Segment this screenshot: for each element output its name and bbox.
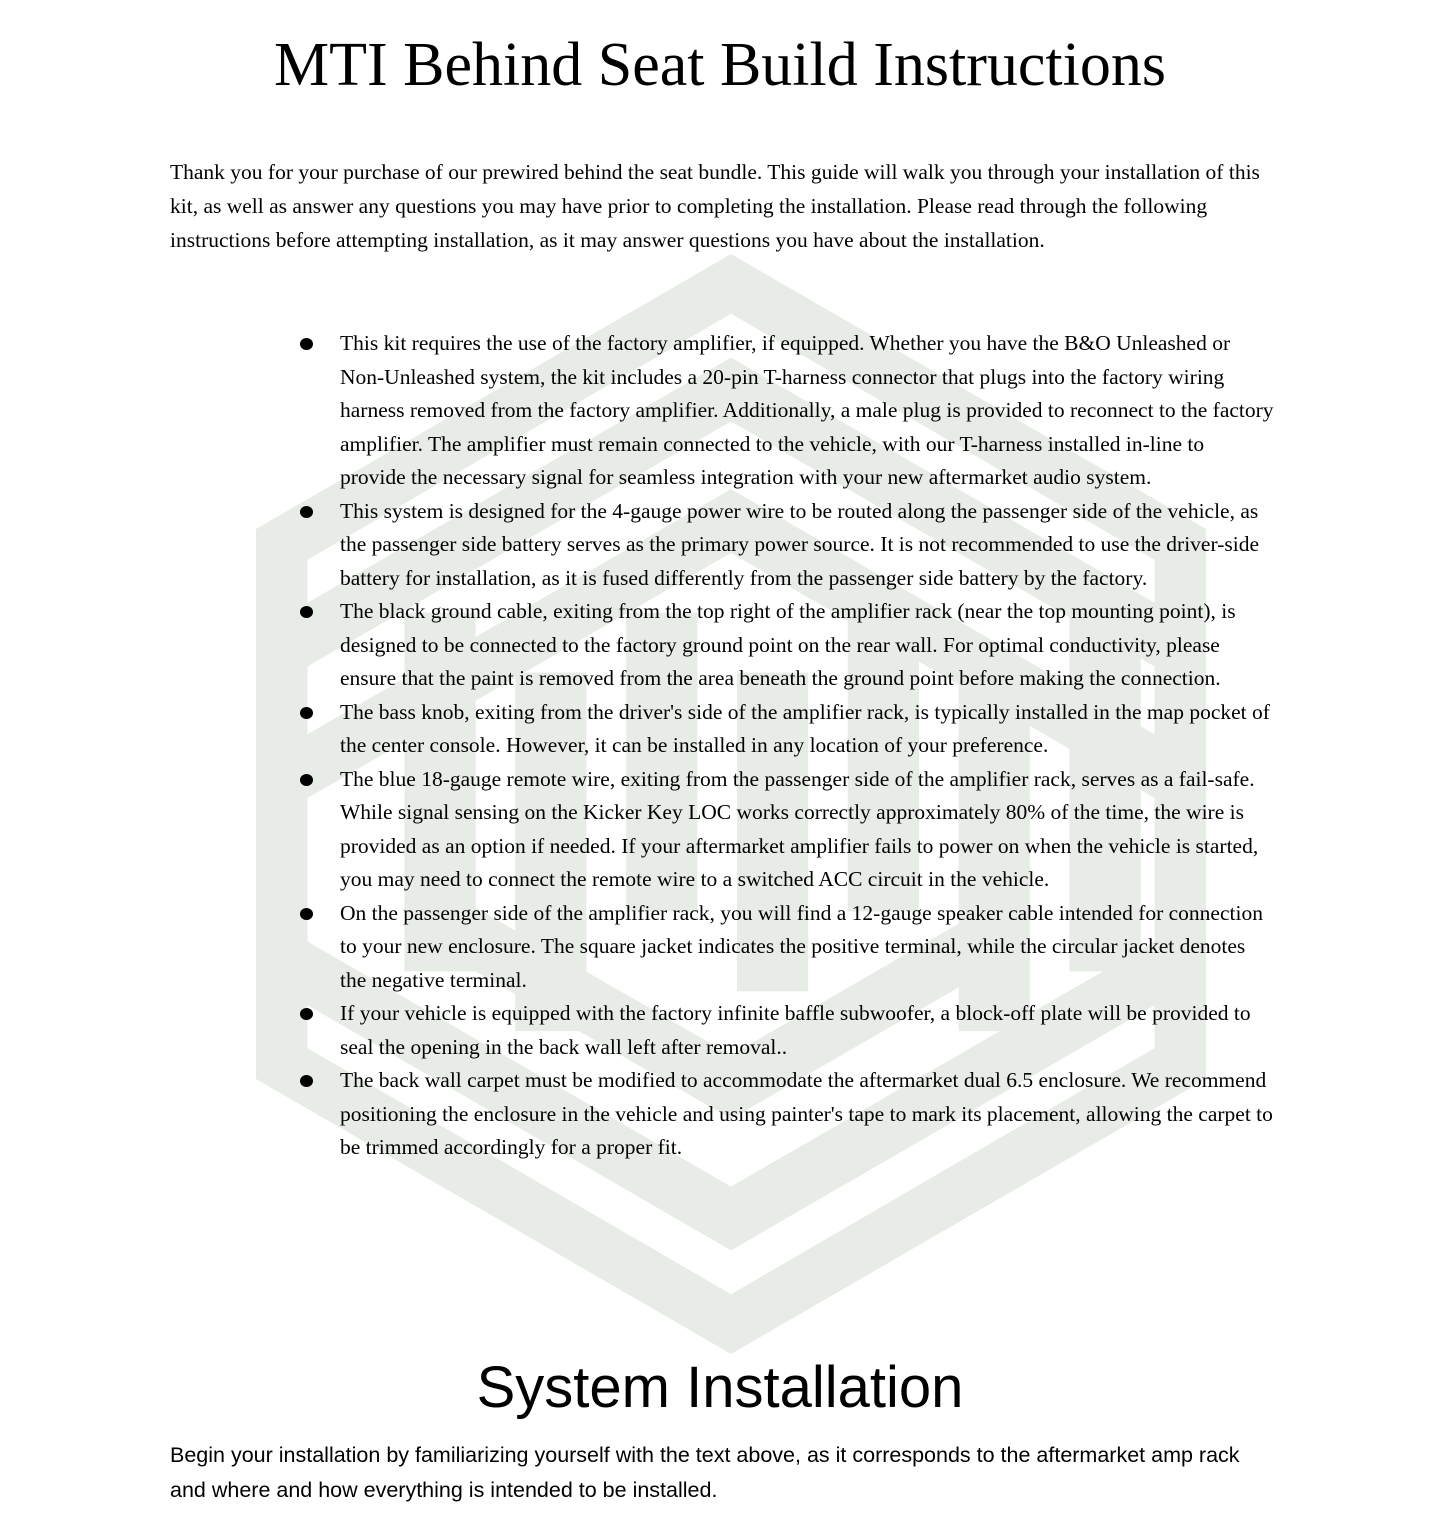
bullet-icon [300, 506, 313, 518]
instruction-item [340, 495, 1275, 596]
instruction-text: This kit requires the use of the factory amplifier, if equipped. Whether you have the B&O Unleashed or Non-Unleashed system, the kit includes a 20-pin T-harness connector that plugs into the factory wiring harness removed from the factory amplifier. Additionally, a male plug is provided to reconnect to the factory amplifier. The amplifier must remain connected to the vehicle, with our T-harness installed in-line to provide the necessary signal for seamless integration with your new aftermarket audio system. [340, 331, 1274, 489]
bullet-icon [300, 707, 313, 719]
bullet-icon [300, 338, 313, 350]
instruction-item [340, 595, 1275, 696]
instruction-text: The black ground cable, exiting from the top right of the amplifier rack (near the top mounting point), is designed to be connected to the factory ground point on the rear wall. For optimal conductivity, please ensure that the paint is removed from the area beneath the ground point before making the connection. [340, 599, 1236, 690]
instruction-item [340, 696, 1275, 763]
instruction-item [340, 327, 1275, 495]
instruction-item [340, 1064, 1275, 1165]
instruction-text: The back wall carpet must be modified to accommodate the aftermarket dual 6.5 enclosure. We recommend positioning the enclosure in the vehicle and using painter's tape to mark its placement, allowing the carpet to be trimmed accordingly for a proper fit. [340, 1068, 1273, 1159]
instruction-item [340, 897, 1275, 998]
closing-paragraph: Begin your installation by familiarizing yourself with the text above, as it corresponds to the aftermarket amp rack and where and how everything is intended to be installed. [170, 1443, 1240, 1502]
bullet-icon [300, 774, 313, 786]
bullet-icon [300, 1008, 313, 1020]
instruction-list [340, 327, 1275, 1165]
instruction-text: The blue 18-gauge remote wire, exiting from the passenger side of the amplifier rack, serves as a fail-safe. While signal sensing on the Kicker Key LOC works correctly approximately 80% of the time, the wire is provided as an option if needed. If your aftermarket amplifier fails to power on when the vehicle is started, you may need to connect the remote wire to a switched ACC circuit in the vehicle. [340, 766, 1259, 891]
intro-paragraph: Thank you for your purchase of our prewired behind the seat bundle. This guide will walk you through your installation of this kit, as well as answer any questions you may have prior to completing the installation. Please read through the following instructions before attempting installation, as it may answer questions you have about the installation. [170, 160, 1260, 252]
instruction-text: If your vehicle is equipped with the factory infinite baffle subwoofer, a block-off plate will be provided to seal the opening in the back wall left after removal.. [340, 1001, 1251, 1059]
bullet-icon [300, 606, 313, 618]
section-heading: System Installation [476, 1355, 964, 1420]
instruction-text: On the passenger side of the amplifier rack, you will find a 12-gauge speaker cable intended for connection to your new enclosure. The square jacket indicates the positive terminal, while the circular jacket denotes the negative terminal. [340, 900, 1263, 992]
bullet-icon [300, 1075, 313, 1087]
page-title: MTI Behind Seat Build Instructions [273, 31, 1167, 99]
instruction-text: The bass knob, exiting from the driver's side of the amplifier rack, is typically installed in the map pocket of the center console. However, it can be installed in any location of your preference. [340, 699, 1270, 757]
instruction-item [340, 997, 1275, 1064]
instruction-text: This system is designed for the 4-gauge power wire to be routed along the passenger side of the vehicle, as the passenger side battery serves as the primary power source. It is not recommended to use the driver-side battery for installation, as it is fused differently from the passenger side battery by the factory. [340, 498, 1259, 590]
bullet-icon [300, 908, 313, 920]
instruction-item [340, 763, 1275, 897]
